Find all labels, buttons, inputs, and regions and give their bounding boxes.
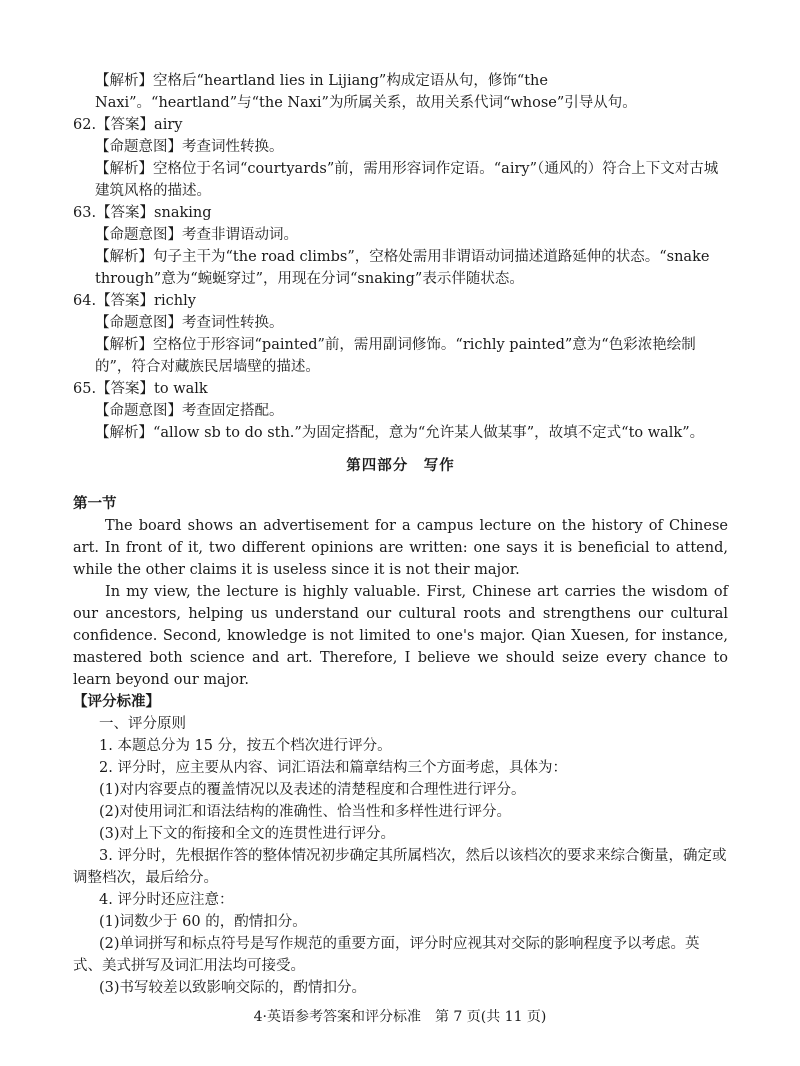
criteria-item-2a: (1)对内容要点的覆盖情况以及表述的清楚程度和合理性进行评分。: [99, 781, 526, 798]
criteria-item-4b: (2)单词拼写和标点符号是写作规范的重要方面，评分时应视其对交际的影响程度予以考虑。英式、美式拼写及词汇用法均可接受。: [73, 935, 700, 974]
answer-text: 【答案】richly: [96, 293, 196, 309]
criteria-item-2c: (3)对上下文的衔接和全文的连贯性进行评分。: [99, 825, 396, 842]
analysis-text: 【解析】空格位于名词“courtyards”前，需用形容词作定语。“airy”（通风的）符合上下文对古城建筑风格的描述。: [95, 161, 719, 199]
intent-text: 【命题意图】考查词性转换。: [95, 315, 284, 331]
page-footer: 4·英语参考答案和评分标准 第 7 页(共 11 页): [253, 1009, 547, 1025]
intent-text: 【命题意图】考查词性转换。: [95, 139, 284, 155]
analysis-text: 【解析】“allow sb to do sth.”为固定搭配，意为“允许某人做某事”，故填不定式“to walk”。: [95, 425, 705, 441]
criteria-principle-title: 一、评分原则: [99, 715, 186, 732]
answer-65: [73, 378, 728, 444]
essay-paragraph-2: In my view, the lecture is highly valuable. First, Chinese art carries the wisdom of our ancestors, helping us understand our cultural roots and strengthens our cultural confidence. Second, knowledge is not limited to one's major. Qian Xuesen, for instance, mastered both science and art. Therefore, I believe we should seize every chance to learn beyond our major.: [73, 583, 728, 688]
intent-text: 【命题意图】考查固定搭配。: [95, 403, 284, 419]
answer-text: 【答案】airy: [96, 117, 183, 133]
criteria-item-2: 2. 评分时，应主要从内容、词汇语法和篇章结构三个方面考虑，具体为：: [99, 759, 567, 776]
criteria-item-2b: (2)对使用词汇和语法结构的准确性、恰当性和多样性进行评分。: [99, 803, 512, 820]
criteria-item-4: 4. 评分时还应注意：: [99, 891, 234, 908]
answer-63: [73, 202, 728, 290]
criteria-item-1: 1. 本题总分为 15 分，按五个档次进行评分。: [99, 737, 392, 754]
analysis-text: 【解析】空格位于形容词“painted”前，需用副词修饰。“richly painted”意为“色彩浓艳绘制的”，符合对藏族民居墙壁的描述。: [95, 337, 696, 375]
intent-text: 【命题意图】考查非谓语动词。: [95, 227, 298, 243]
answer-text: 【答案】to walk: [96, 381, 208, 397]
answer-64: [73, 290, 728, 378]
question-number: 63.: [73, 205, 97, 221]
part-title: 第四部分 写作: [346, 457, 455, 474]
criteria-item-4c: (3)书写较差以致影响交际的，酌情扣分。: [99, 979, 367, 996]
answer-text: 【答案】snaking: [96, 205, 212, 221]
section-title: 第一节: [73, 494, 117, 512]
criteria-item-3: 3. 评分时，先根据作答的整体情况初步确定其所属档次，然后以该档次的要求来综合衡量，确定或调整档次，最后给分。: [73, 847, 727, 886]
analysis-61: 【解析】空格后“heartland lies in Lijiang”构成定语从句，修饰“the Naxi”。“heartland”与“the Naxi”为所属关系，故用关系代词“whose”引导从句。: [95, 73, 637, 111]
analysis-text: 【解析】句子主干为“the road climbs”，空格处需用非谓语动词描述道路延伸的状态。“snake through”意为“蜿蜒穿过”，用现在分词“snaking”表示伴随状态。: [95, 249, 710, 287]
question-number: 64.: [73, 293, 97, 309]
criteria-item-4a: (1)词数少于 60 的，酌情扣分。: [99, 913, 307, 930]
essay-paragraph-1: The board shows an advertisement for a campus lecture on the history of Chinese art. In front of it, two different opinions are written: one says it is beneficial to attend, while the other claims it is useless since it is not their major.: [73, 517, 728, 578]
question-number: 65.: [73, 381, 97, 397]
answer-62: [73, 114, 728, 202]
criteria-title: 【评分标准】: [73, 692, 160, 710]
question-number: 62.: [73, 117, 97, 133]
